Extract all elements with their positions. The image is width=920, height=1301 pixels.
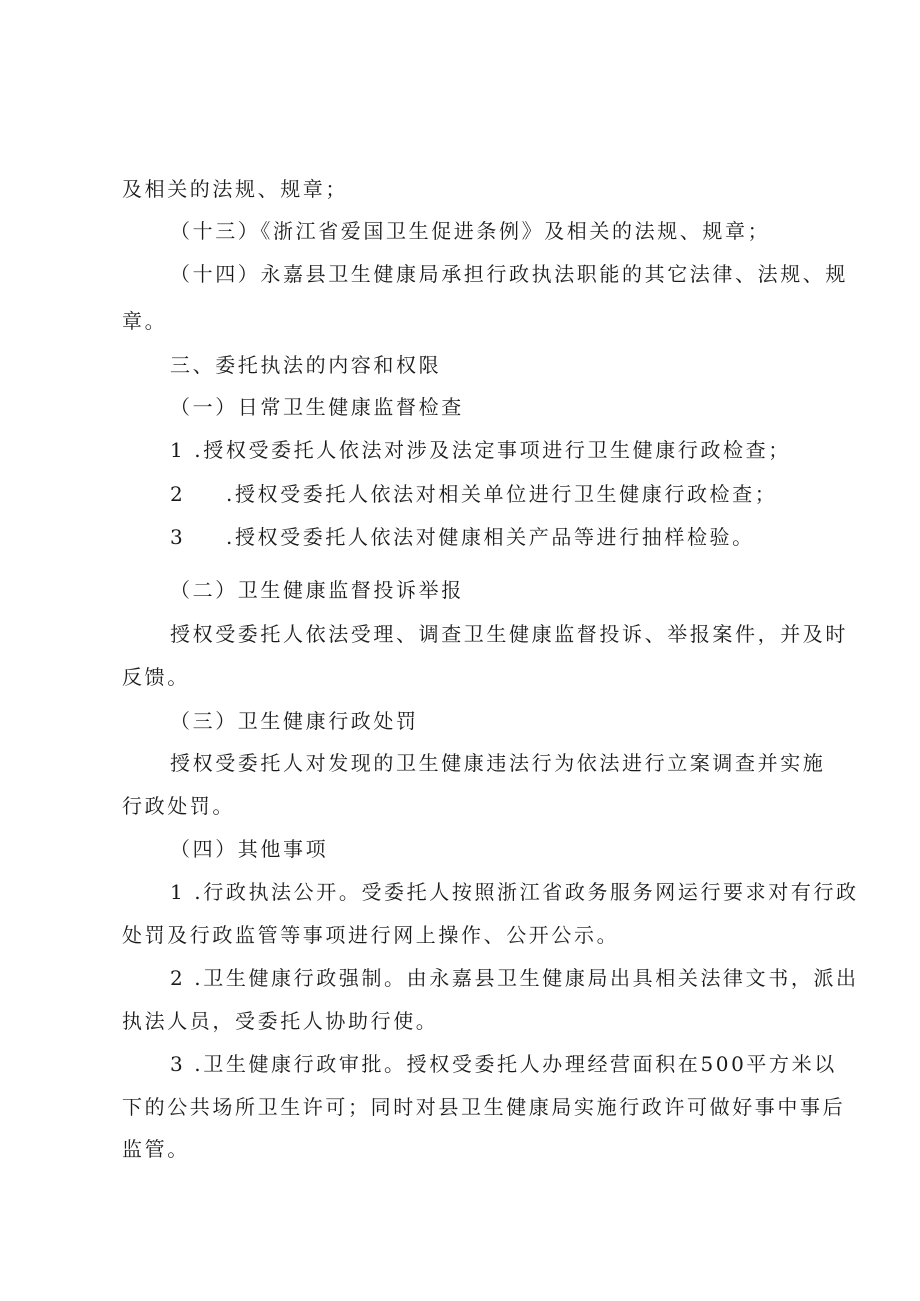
- list-item: 2 .卫生健康行政强制。由永嘉县卫生健康局出具相关法律文书，派出: [170, 966, 859, 990]
- paragraph-line: 反馈。: [122, 665, 190, 689]
- list-item: 1 .授权受委托人依法对涉及法定事项进行卫生健康行政检查；: [170, 438, 791, 462]
- paragraph-line: 授权受委托人对发现的卫生健康违法行为依法进行立案调查并实施: [170, 751, 826, 775]
- paragraph-line: 章。: [122, 309, 168, 333]
- paragraph-line: 行政处罚。: [122, 794, 235, 818]
- section-heading: 三、委托执法的内容和权限: [170, 353, 442, 377]
- paragraph-line: 下的公共场所卫生许可；同时对县卫生健康局实施行政许可做好事中事后: [122, 1095, 846, 1119]
- list-item-number: 3: [170, 525, 183, 549]
- subsection-heading: （二）卫生健康监督投诉举报: [170, 578, 464, 602]
- list-item: .授权受委托人依法对相关单位进行卫生健康行政检查；: [226, 482, 778, 506]
- list-item: 3 .卫生健康行政审批。授权受委托人办理经营面积在500平方米以: [170, 1052, 837, 1076]
- subsection-heading: （三）卫生健康行政处罚: [170, 709, 419, 733]
- paragraph-line: （十三）《浙江省爱国卫生促进条例》及相关的法规、规章；: [170, 219, 771, 243]
- paragraph-line: 执法人员，受委托人协助行使。: [122, 1009, 439, 1033]
- paragraph-line: 授权受委托人依法受理、调查卫生健康监督投诉、举报案件，并及时: [170, 622, 848, 646]
- paragraph-line: 及相关的法规、规章；: [122, 177, 348, 201]
- list-item-number: 2: [170, 482, 183, 506]
- list-item: .授权受委托人依法对健康相关产品等进行抽样检验。: [226, 525, 755, 549]
- subsection-heading: （四）其他事项: [170, 837, 329, 861]
- paragraph-line: 处罚及行政监管等事项进行网上操作、公开公示。: [122, 923, 620, 947]
- list-item: 1 .行政执法公开。受委托人按照浙江省政务服务网运行要求对有行政: [170, 880, 859, 904]
- paragraph-line: （十四）永嘉县卫生健康局承担行政执法职能的其它法律、法规、规: [170, 262, 848, 286]
- subsection-heading: （一）日常卫生健康监督检查: [170, 395, 464, 419]
- paragraph-line: 监管。: [122, 1137, 190, 1161]
